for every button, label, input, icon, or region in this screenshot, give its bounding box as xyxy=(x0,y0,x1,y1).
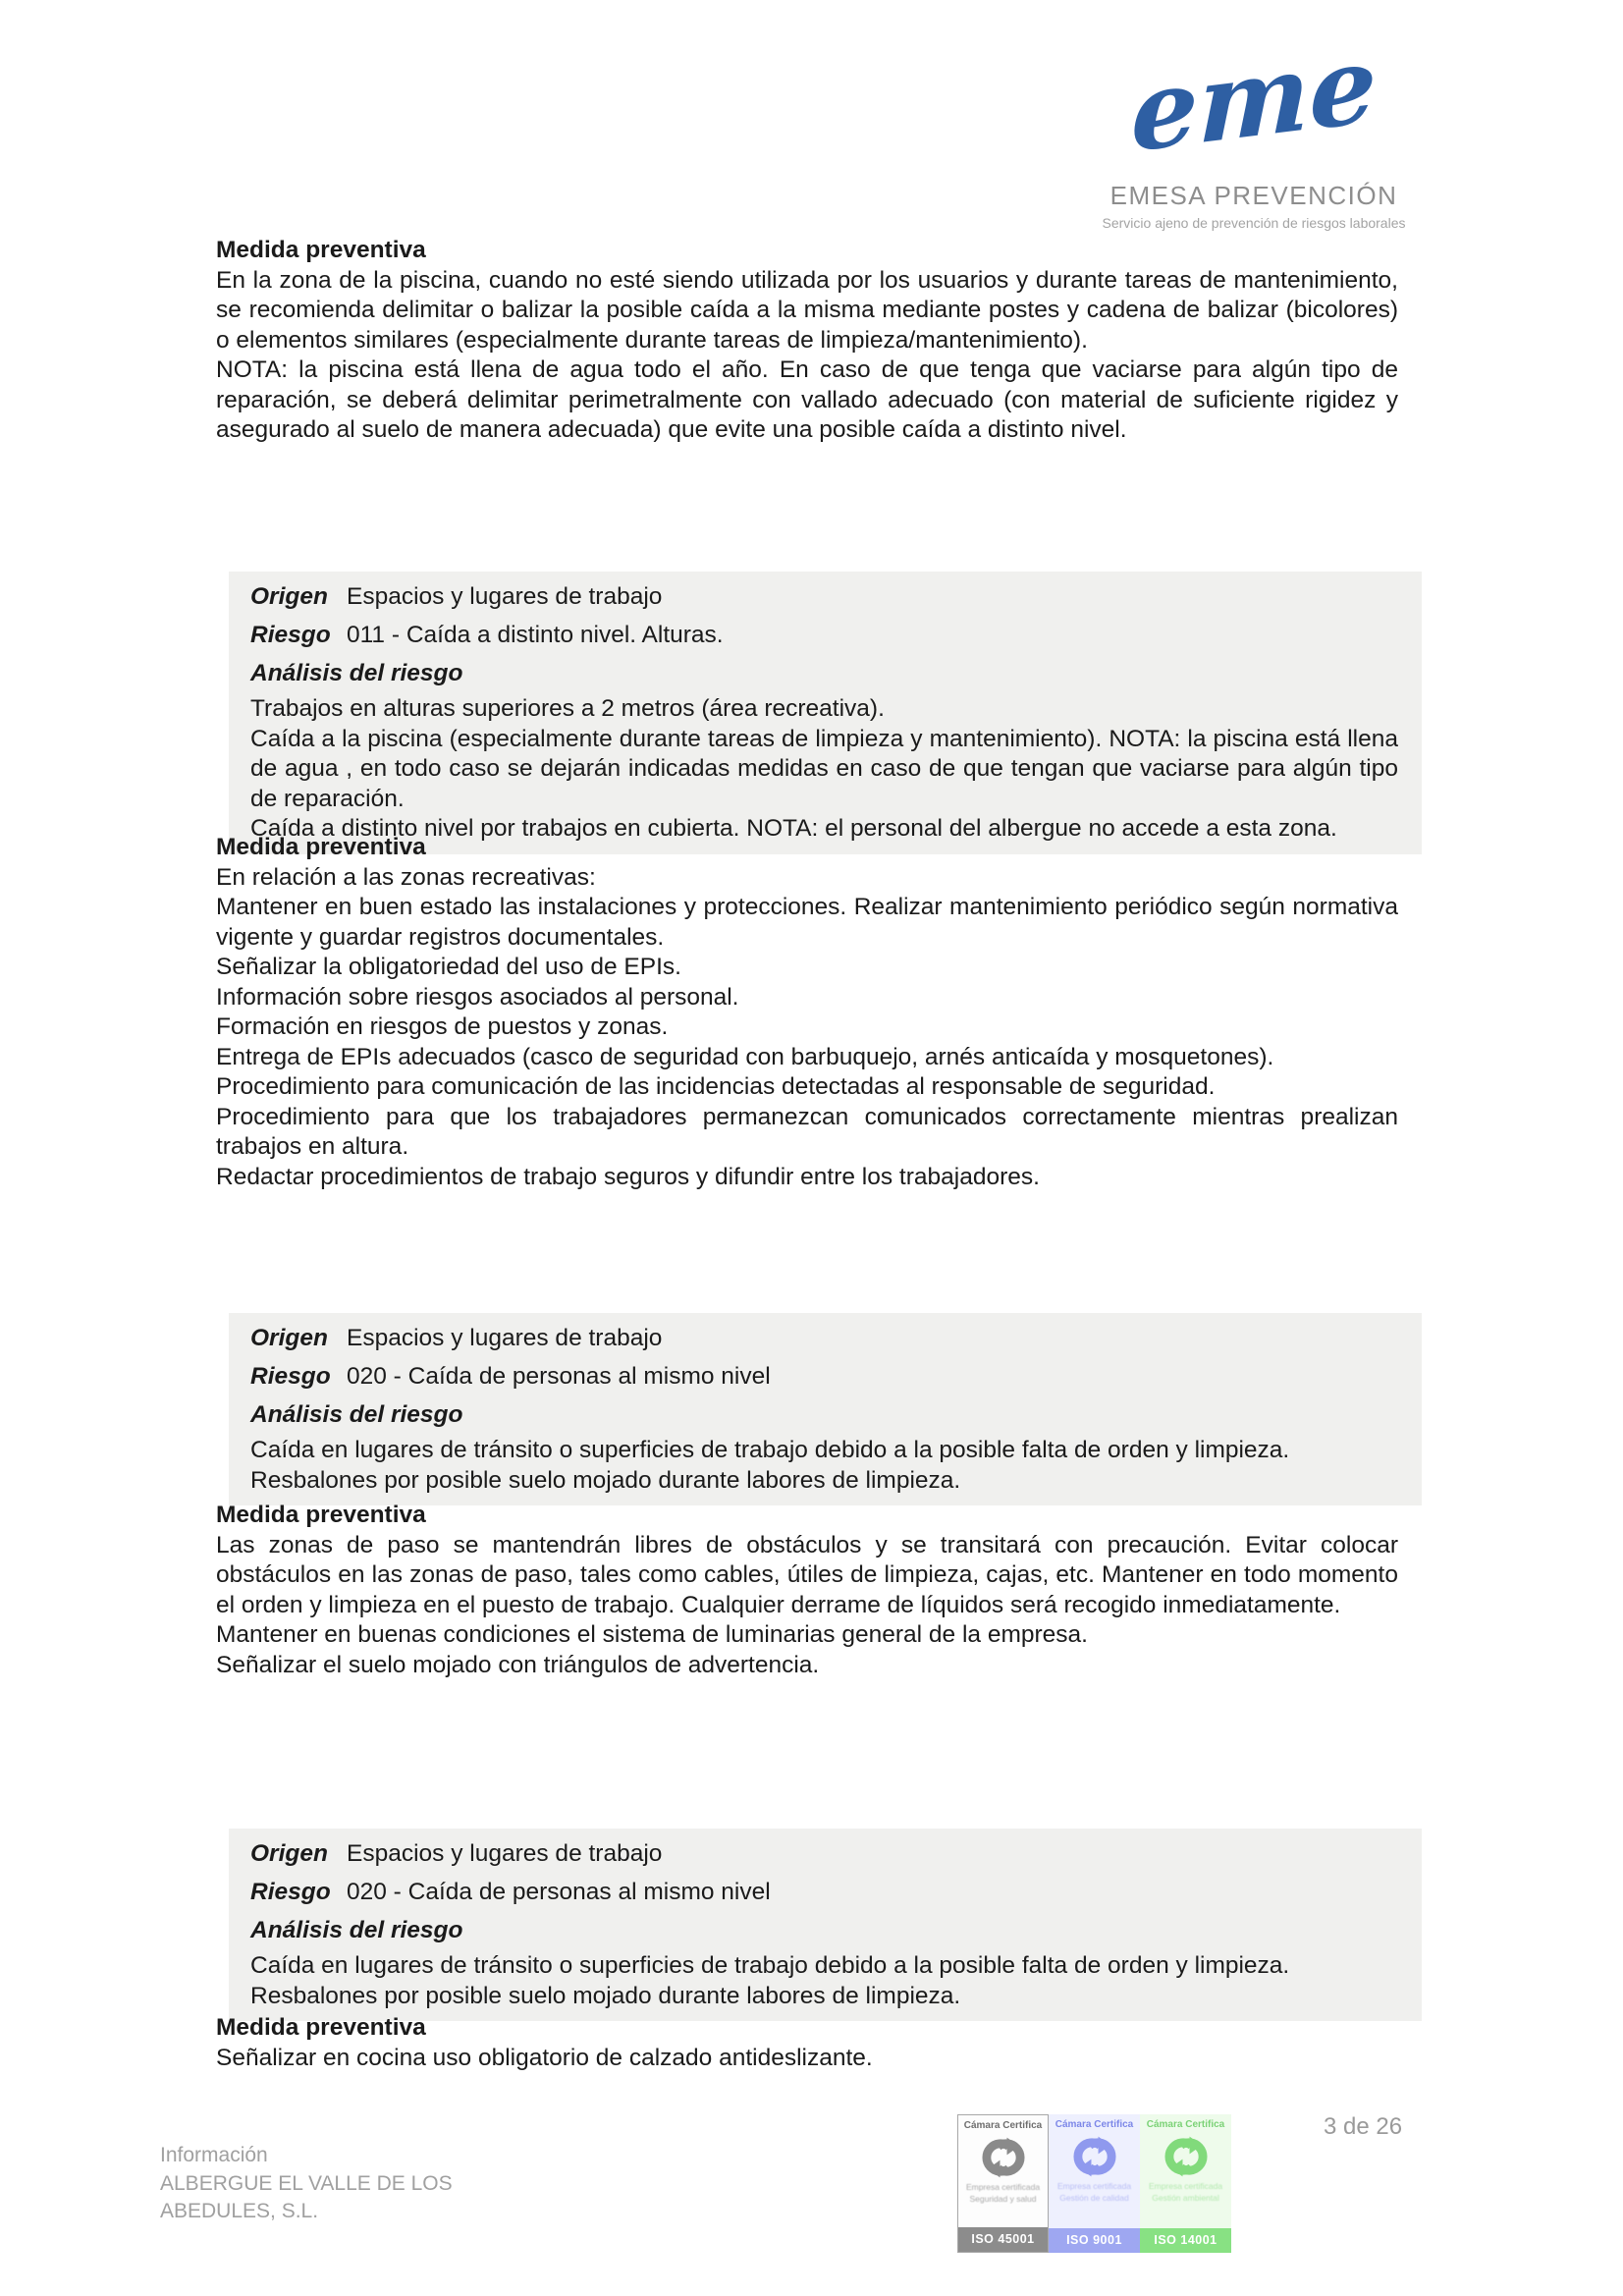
risk-box-020-b xyxy=(229,1829,1422,2021)
medida-paragraph: Mantener en buen estado las instalaciones y protecciones. Realizar mantenimiento periódico según normativa vigente y guardar registros documentales. xyxy=(216,894,1398,951)
risk-box-020-a xyxy=(229,1313,1422,1505)
analysis-paragraph: Resbalones por posible suelo mojado durante labores de limpieza. xyxy=(250,1466,961,1494)
origin-value: Espacios y lugares de trabajo xyxy=(347,1325,663,1351)
risk-value: 011 - Caída a distinto nivel. Alturas. xyxy=(347,622,724,648)
cc-arrows-icon xyxy=(1155,2134,1217,2179)
logo-tagline: Servicio ajeno de prevención de riesgos laborales xyxy=(1102,215,1406,231)
badge-subtext: Seguridad y salud xyxy=(969,2194,1037,2204)
risk-analysis-heading: Análisis del riesgo xyxy=(250,660,463,686)
medida-paragraph: En la zona de la piscina, cuando no esté siendo utilizada por los usuarios y durante tareas de mantenimiento, se recomienda delimitar o balizar la posible caída a la misma mediante postes y cadena de balizar (bicolores) o elementos similares (especialmente durante tareas de limpieza/mantenimiento). xyxy=(216,266,1398,354)
risk-value: 020 - Caída de personas al mismo nivel xyxy=(347,1363,771,1390)
risk-label: Riesgo xyxy=(250,622,331,648)
origin-value: Espacios y lugares de trabajo xyxy=(347,583,663,610)
cert-badge-iso45001 xyxy=(957,2114,1049,2253)
risk-code-row xyxy=(250,1873,1398,1911)
page-number: 3 de 26 xyxy=(1324,2113,1403,2140)
cert-badge-iso14001 xyxy=(1140,2114,1231,2253)
medida-heading: Medida preventiva xyxy=(216,2014,426,2041)
preventive-measure-section-4 xyxy=(216,2013,1398,2073)
badge-title: Cámara Certifica xyxy=(963,2120,1043,2131)
analysis-paragraph: Trabajos en alturas superiores a 2 metros (área recreativa). xyxy=(250,695,885,722)
medida-paragraph: Información sobre riesgos asociados al personal. xyxy=(216,983,739,1011)
risk-analysis-heading: Análisis del riesgo xyxy=(250,1401,463,1428)
preventive-measure-section-1 xyxy=(216,236,1398,446)
medida-paragraph: Formación en riesgos de puestos y zonas. xyxy=(216,1013,669,1040)
badge-iso-label: ISO 9001 xyxy=(1049,2228,1140,2253)
badge-subtext: Gestión de calidad xyxy=(1059,2193,1129,2203)
risk-box-011 xyxy=(229,572,1422,854)
analysis-paragraph: Caída en lugares de tránsito o superficies de trabajo debido a la posible falta de orden y limpieza. xyxy=(250,1437,1290,1463)
risk-code-row xyxy=(250,1357,1398,1395)
medida-paragraph: Señalizar en cocina uso obligatorio de calzado antideslizante. xyxy=(216,2044,873,2071)
medida-paragraph: Señalizar el suelo mojado con triángulos de advertencia. xyxy=(216,1651,820,1678)
origin-label: Origen xyxy=(250,1325,328,1351)
badge-subtext: Empresa certificada xyxy=(965,2182,1041,2192)
risk-value: 020 - Caída de personas al mismo nivel xyxy=(347,1879,771,1905)
origin-label: Origen xyxy=(250,1840,328,1867)
badge-iso-label: ISO 14001 xyxy=(1140,2228,1231,2253)
medida-heading: Medida preventiva xyxy=(216,237,426,263)
medida-paragraph: Redactar procedimientos de trabajo seguros y difundir entre los trabajadores. xyxy=(216,1163,1040,1190)
analysis-paragraph: Caída en lugares de tránsito o superficies de trabajo debido a la posible falta de orden y limpieza. xyxy=(250,1952,1290,1979)
origin-label: Origen xyxy=(250,583,328,610)
footer-company-name: ALBERGUE EL VALLE DE LOS ABEDULES, S.L. xyxy=(160,2171,453,2222)
logo-company-name: EMESA PREVENCIÓN xyxy=(1109,181,1398,210)
medida-paragraph: Señalizar la obligatoriedad del uso de EPIs. xyxy=(216,954,681,980)
cc-arrows-icon xyxy=(972,2135,1035,2180)
medida-paragraph: NOTA: la piscina está llena de agua todo el año. En caso de que tenga que vaciarse para algún tipo de reparación, se deberá delimitar perimetralmente con vallado adecuado (con material de suficiente rigidez y asegurado al suelo de manera adecuada) que evite una posible caída a distinto nivel. xyxy=(216,356,1398,443)
risk-code-row xyxy=(250,616,1398,654)
medida-paragraph: Las zonas de paso se mantendrán libres de obstáculos y se transitará con precaución. Evitar colocar obstáculos en las zonas de paso, tales como cables, útiles de limpieza, cajas, etc. Mantener en todo momento el orden y limpieza en el puesto de trabajo. Cualquier derrame de líquidos será recogido inmediatamente. xyxy=(216,1531,1398,1618)
badge-title: Cámara Certifica xyxy=(1146,2119,1225,2130)
risk-label: Riesgo xyxy=(250,1363,331,1390)
medida-heading: Medida preventiva xyxy=(216,834,426,860)
badge-subtext: Gestión ambiental xyxy=(1152,2193,1219,2203)
risk-label: Riesgo xyxy=(250,1879,331,1905)
origin-value: Espacios y lugares de trabajo xyxy=(347,1840,663,1867)
medida-paragraph: Entrega de EPIs adecuados (casco de seguridad con barbuquejo, arnés anticaída y mosquetones). xyxy=(216,1043,1274,1070)
cert-badge-iso9001 xyxy=(1049,2114,1140,2253)
cc-arrows-icon xyxy=(1063,2134,1126,2179)
badge-subtext: Empresa certificada xyxy=(1148,2181,1223,2191)
emesa-logo xyxy=(1078,22,1430,231)
analysis-paragraph: Caída a la piscina (especialmente durante tareas de limpieza y mantenimiento). NOTA: la piscina está llena de agua , en todo caso se dejarán indicadas medidas en caso de que tengan que vaciarse para algún tipo de reparación. xyxy=(250,725,1398,812)
certification-badges xyxy=(957,2114,1231,2253)
risk-analysis-heading: Análisis del riesgo xyxy=(250,1917,463,1943)
medida-heading: Medida preventiva xyxy=(216,1502,426,1528)
footer-info-label: Información xyxy=(160,2144,268,2166)
risk-origin-row xyxy=(250,577,1398,616)
risk-origin-row xyxy=(250,1834,1398,1873)
medida-paragraph: Mantener en buenas condiciones el sistema de luminarias general de la empresa. xyxy=(216,1621,1088,1648)
preventive-measure-section-3 xyxy=(216,1501,1398,1680)
emesa-monogram-icon: eme xyxy=(1130,22,1379,177)
medida-paragraph: Procedimiento para comunicación de las incidencias detectadas al responsable de seguridad. xyxy=(216,1073,1216,1100)
risk-origin-row xyxy=(250,1319,1398,1357)
medida-paragraph: Procedimiento para que los trabajadores permanezcan comunicados correctamente mientras prealizan trabajos en altura. xyxy=(216,1103,1398,1160)
badge-iso-label: ISO 45001 xyxy=(958,2227,1048,2252)
risk-analysis-text xyxy=(250,694,1398,845)
analysis-paragraph: Resbalones por posible suelo mojado durante labores de limpieza. xyxy=(250,1982,961,2009)
preventive-measure-section-2 xyxy=(216,833,1398,1192)
analysis-paragraph: Caída a distinto nivel por trabajos en cubierta. NOTA: el personal del albergue no accede a esta zona. xyxy=(250,815,1337,842)
badge-subtext: Empresa certificada xyxy=(1056,2181,1132,2191)
footer-info xyxy=(160,2142,468,2226)
risk-analysis-text xyxy=(250,1951,1398,2011)
risk-analysis-text xyxy=(250,1436,1398,1496)
medida-paragraph: En relación a las zonas recreativas: xyxy=(216,863,596,891)
badge-title: Cámara Certifica xyxy=(1055,2119,1134,2130)
